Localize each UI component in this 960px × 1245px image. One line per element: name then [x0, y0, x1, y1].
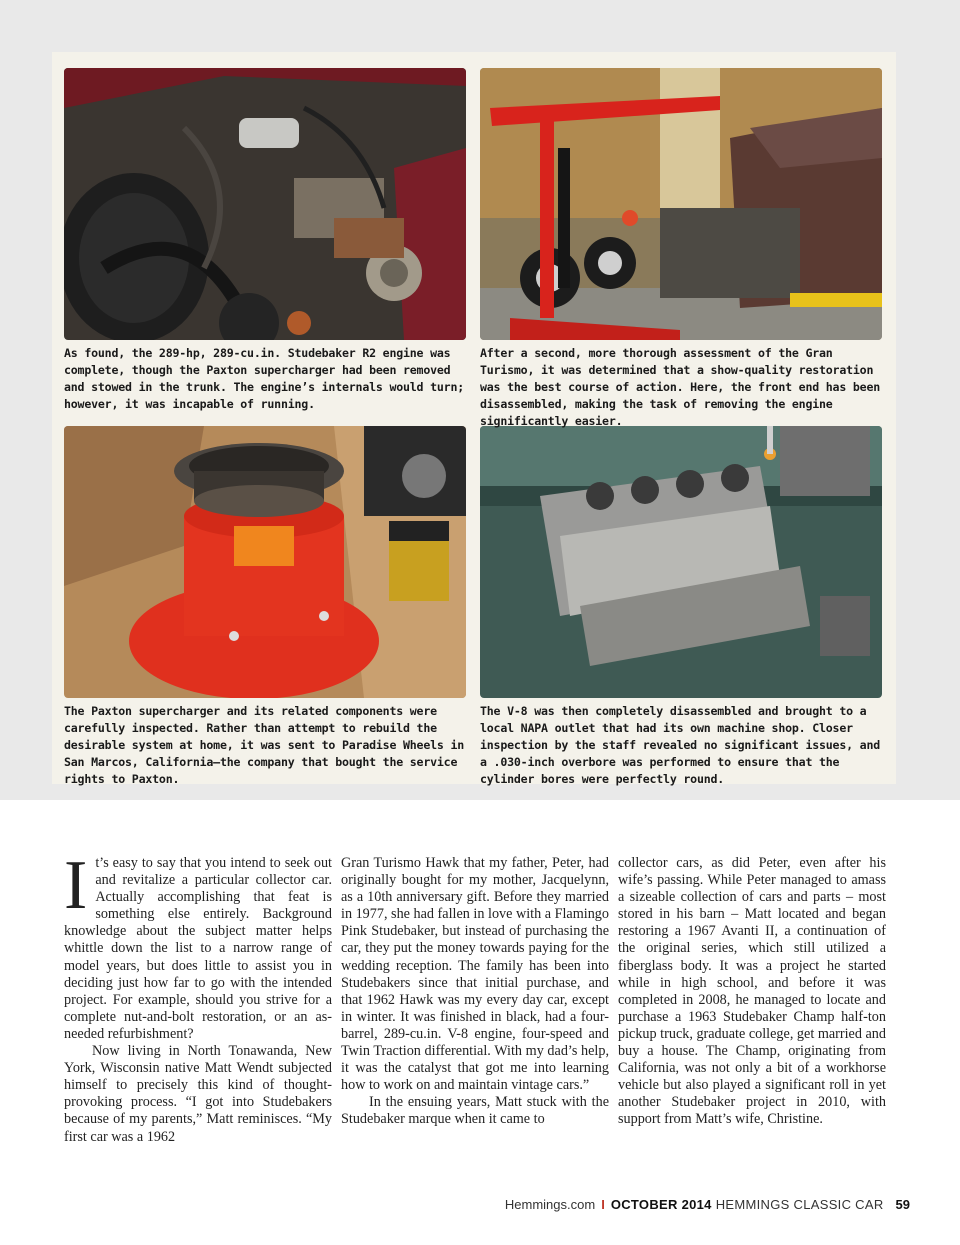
- page-number: 59: [895, 1197, 910, 1212]
- article-paragraph: In the ensuing years, Matt stuck with the Studebaker marque when it came to: [341, 1094, 609, 1128]
- article-paragraph: Gran Turismo Hawk that my father, Peter, had originally bought for my mother, Jacquelynn, as a 10th anniversary gift. Before they married in 1977, she had fallen in love with a Flamingo Pink Studebaker, but instead of purchasing the car, they put the money towards paying for the wedding reception. The family has been into Studebakers since that initial purchase, and that 1962 Hawk was my every day car, except in winter. It was finished in black, had a four-barrel, 289-cu.in. V-8 engine, four-speed and Twin Traction differential. With my dad’s help, it was the catalyst that got me into learning how to work on and maintain vintage cars.”: [341, 855, 609, 1094]
- photo-paxton-supercharger: [64, 426, 466, 698]
- footer-magazine-name: HEMMINGS CLASSIC CAR: [715, 1197, 884, 1212]
- page-footer: [505, 1197, 910, 1212]
- photo-engine-hoist: [480, 68, 882, 340]
- article-paragraph: collector cars, as did Peter, even after his wife’s passing. While Peter managed to amass a sizeable collection of cars and parts – most stored in his barn – Matt located and began restoring a 1967 Avanti II, a continuation of the original series, which still utilized a fiberglass body. It was a project he started while in high school, and before it was completed in 2008, he managed to locate and purchase a 1963 Studebaker Champ half-ton pickup truck, graduate college, get married and buy a house. The Champ, originating from California, was not only a bit of a workhorse vehicle but also played a significant roll in yet another Studebaker project in 2010, with support from Matt’s wife, Christine.: [618, 855, 886, 1128]
- photo-engine-block: [480, 426, 882, 698]
- photo-engine-bay: [64, 68, 466, 340]
- article-paragraph: Now living in North Tonawanda, New York, Wisconsin native Matt Wendt subjected himself to precisely this kind of thought-provoking process. “I got into Studebakers because of my parents,” Matt reminisces. “My first car was a 1962: [64, 1043, 332, 1145]
- article-column-3: [618, 855, 886, 1129]
- article-column-1: [64, 847, 332, 1146]
- caption-engine-bay: As found, the 289-hp, 289-cu.in. Studebaker R2 engine was complete, though the Paxton supercharger had been removed and stowed in the trunk. The engine’s internals would turn; however, it was incapable of running.: [64, 346, 465, 411]
- article-column-2: [341, 855, 609, 1129]
- footer-site: Hemmings.com: [504, 1197, 596, 1212]
- article-paragraph: t’s easy to say that you intend to seek out and revitalize a particular collector car. Actually accomplishing that feat is something else entirely. Background knowledge about the subject matter helps whittle down the list to a narrow range of model years, but does little to assist you in deciding just how far to go with the intended project. For example, should you strive for a complete nut-and-bolt restoration, or an as-needed refurbishment?: [64, 855, 332, 1042]
- caption-paxton-supercharger: The Paxton supercharger and its related components were carefully inspected. Rather than attempt to rebuild the desirable system at home, it was sent to Paradise Wheels in San Marcos, California—the company that bought the service rights to Paxton.: [64, 704, 465, 786]
- footer-separator: I: [601, 1197, 605, 1212]
- article-body: [64, 847, 894, 1170]
- caption-engine-hoist: After a second, more thorough assessment of the Gran Turismo, it was determined that a show-quality restoration was the best course of action. Here, the front end has been disassembled, making the task of removing the engine significantly easier.: [480, 346, 881, 428]
- footer-issue-date: OCTOBER 2014: [610, 1197, 712, 1212]
- caption-engine-block: The V-8 was then completely disassembled and brought to a local NAPA outlet that had its own machine shop. Closer inspection by the staff revealed no significant issues, and a .030-inch overbore was performed to ensure that the cylinder bores were perfectly round.: [480, 704, 881, 786]
- drop-cap: I: [64, 847, 88, 924]
